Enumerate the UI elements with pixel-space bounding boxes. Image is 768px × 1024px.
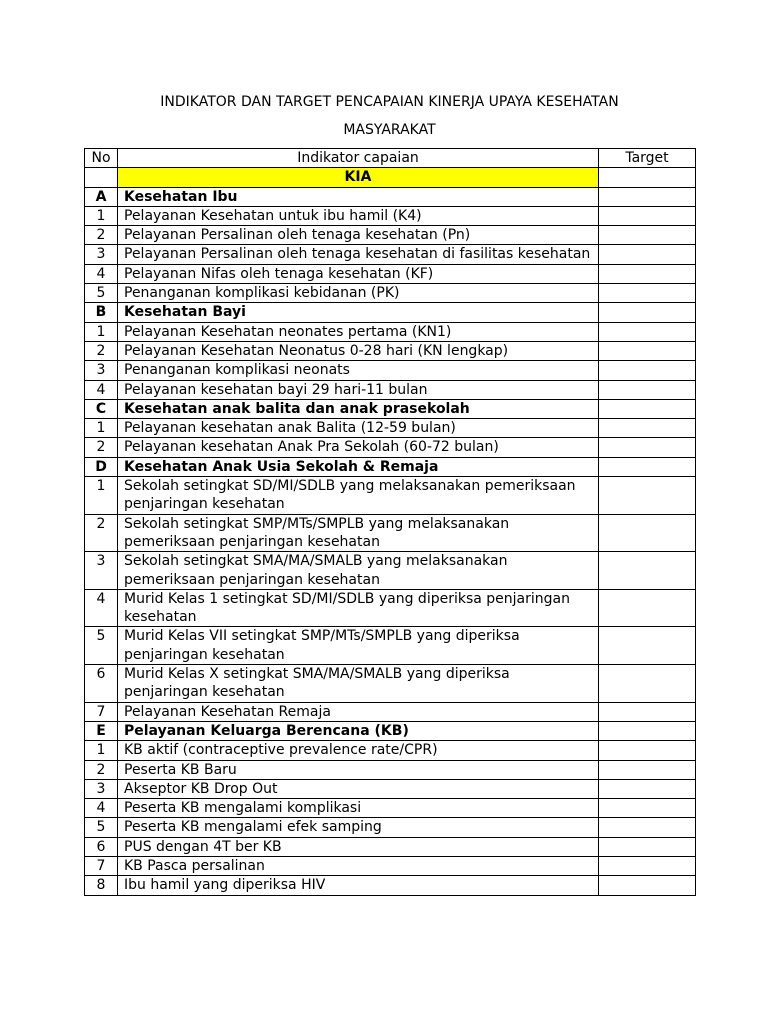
row-number: 7 bbox=[85, 856, 118, 875]
target-cell bbox=[599, 856, 696, 875]
table-row bbox=[85, 419, 696, 438]
table-header-row bbox=[85, 149, 696, 168]
row-number bbox=[85, 168, 118, 187]
indicator-cell: Pelayanan Kesehatan Remaja bbox=[118, 702, 599, 721]
row-number: A bbox=[85, 187, 118, 206]
table-row bbox=[85, 627, 696, 665]
target-cell bbox=[599, 245, 696, 264]
header-indicator: Indikator capaian bbox=[118, 149, 599, 168]
section-label: Pelayanan Keluarga Berencana (KB) bbox=[118, 721, 599, 740]
table-row bbox=[85, 361, 696, 380]
row-number: 8 bbox=[85, 876, 118, 895]
target-cell bbox=[599, 514, 696, 552]
table-row bbox=[85, 702, 696, 721]
section-label: Kesehatan Ibu bbox=[118, 187, 599, 206]
table-row bbox=[85, 245, 696, 264]
indicator-cell: PUS dengan 4T ber KB bbox=[118, 837, 599, 856]
table-row bbox=[85, 477, 696, 515]
document-title-line2: MASYARAKAT bbox=[343, 122, 436, 138]
indicator-cell: KB aktif (contraceptive prevalence rate/CPR) bbox=[118, 741, 599, 760]
table-row bbox=[85, 264, 696, 283]
table-row bbox=[85, 284, 696, 303]
table-row bbox=[85, 322, 696, 341]
indicator-cell: Pelayanan kesehatan Anak Pra Sekolah (60-72 bulan) bbox=[118, 438, 599, 457]
table-row bbox=[85, 799, 696, 818]
row-number: 7 bbox=[85, 702, 118, 721]
table-row bbox=[85, 876, 696, 895]
indicator-cell: Pelayanan Nifas oleh tenaga kesehatan (KF) bbox=[118, 264, 599, 283]
indicator-cell: Murid Kelas 1 setingkat SD/MI/SDLB yang diperiksa penjaringan kesehatan bbox=[118, 589, 599, 627]
table-row bbox=[85, 760, 696, 779]
table-row bbox=[85, 341, 696, 360]
header-no: No bbox=[85, 149, 118, 168]
table-row bbox=[85, 206, 696, 225]
row-number: 5 bbox=[85, 818, 118, 837]
target-cell bbox=[599, 552, 696, 590]
indicator-cell: Peserta KB mengalami komplikasi bbox=[118, 799, 599, 818]
target-cell bbox=[599, 341, 696, 360]
table-row bbox=[85, 552, 696, 590]
target-cell bbox=[599, 627, 696, 665]
row-number: 5 bbox=[85, 627, 118, 665]
indicator-cell: Murid Kelas X setingkat SMA/MA/SMALB yang diperiksa penjaringan kesehatan bbox=[118, 665, 599, 703]
section-row bbox=[85, 457, 696, 476]
indicator-cell: Penanganan komplikasi kebidanan (PK) bbox=[118, 284, 599, 303]
table-row bbox=[85, 856, 696, 875]
target-cell bbox=[599, 380, 696, 399]
indicator-cell: Pelayanan Persalinan oleh tenaga kesehatan (Pn) bbox=[118, 226, 599, 245]
indicator-cell: Pelayanan Kesehatan neonates pertama (KN1) bbox=[118, 322, 599, 341]
indicator-cell: Peserta KB mengalami efek samping bbox=[118, 818, 599, 837]
target-cell bbox=[599, 457, 696, 476]
target-cell bbox=[599, 477, 696, 515]
section-label: Kesehatan anak balita dan anak prasekolah bbox=[118, 399, 599, 418]
indicator-cell: Sekolah setingkat SMP/MTs/SMPLB yang melaksanakan pemeriksaan penjaringan kesehatan bbox=[118, 514, 599, 552]
row-number: 1 bbox=[85, 741, 118, 760]
row-number: 1 bbox=[85, 419, 118, 438]
document-title-line1: INDIKATOR DAN TARGET PENCAPAIAN KINERJA UPAYA KESEHATAN bbox=[160, 94, 619, 110]
row-number: 3 bbox=[85, 245, 118, 264]
target-cell bbox=[599, 264, 696, 283]
indicator-cell: KB Pasca persalinan bbox=[118, 856, 599, 875]
target-cell bbox=[599, 419, 696, 438]
row-number: D bbox=[85, 457, 118, 476]
table-row bbox=[85, 837, 696, 856]
table-body bbox=[85, 168, 696, 895]
table-row bbox=[85, 226, 696, 245]
row-number: 3 bbox=[85, 779, 118, 798]
target-cell bbox=[599, 187, 696, 206]
target-cell bbox=[599, 779, 696, 798]
indicator-cell: Pelayanan Persalinan oleh tenaga kesehatan di fasilitas kesehatan bbox=[118, 245, 599, 264]
row-number: 1 bbox=[85, 477, 118, 515]
target-cell bbox=[599, 876, 696, 895]
target-cell bbox=[599, 760, 696, 779]
indicator-cell: Murid Kelas VII setingkat SMP/MTs/SMPLB yang diperiksa penjaringan kesehatan bbox=[118, 627, 599, 665]
table-row bbox=[85, 818, 696, 837]
target-cell bbox=[599, 226, 696, 245]
target-cell bbox=[599, 837, 696, 856]
row-number: 1 bbox=[85, 322, 118, 341]
row-number: 4 bbox=[85, 380, 118, 399]
row-number: 2 bbox=[85, 226, 118, 245]
row-number: 3 bbox=[85, 361, 118, 380]
target-cell bbox=[599, 665, 696, 703]
target-cell bbox=[599, 721, 696, 740]
target-cell bbox=[599, 589, 696, 627]
row-number: E bbox=[85, 721, 118, 740]
indicator-cell: Pelayanan kesehatan anak Balita (12-59 bulan) bbox=[118, 419, 599, 438]
row-number: 6 bbox=[85, 665, 118, 703]
indicator-cell: Ibu hamil yang diperiksa HIV bbox=[118, 876, 599, 895]
indicator-cell: Sekolah setingkat SD/MI/SDLB yang melaksanakan pemeriksaan penjaringan kesehatan bbox=[118, 477, 599, 515]
row-number: 5 bbox=[85, 284, 118, 303]
target-cell bbox=[599, 799, 696, 818]
section-row bbox=[85, 399, 696, 418]
indicator-cell: Pelayanan Kesehatan Neonatus 0-28 hari (KN lengkap) bbox=[118, 341, 599, 360]
group-row bbox=[85, 168, 696, 187]
indicator-table bbox=[84, 148, 696, 896]
table-row bbox=[85, 589, 696, 627]
row-number: B bbox=[85, 303, 118, 322]
header-target: Target bbox=[599, 149, 696, 168]
row-number: 6 bbox=[85, 837, 118, 856]
group-label: KIA bbox=[118, 168, 599, 187]
row-number: 2 bbox=[85, 438, 118, 457]
table-row bbox=[85, 779, 696, 798]
table-row bbox=[85, 741, 696, 760]
target-cell bbox=[599, 741, 696, 760]
row-number: 4 bbox=[85, 799, 118, 818]
table-row bbox=[85, 380, 696, 399]
row-number: 2 bbox=[85, 760, 118, 779]
target-cell bbox=[599, 168, 696, 187]
row-number: 4 bbox=[85, 264, 118, 283]
target-cell bbox=[599, 399, 696, 418]
indicator-cell: Akseptor KB Drop Out bbox=[118, 779, 599, 798]
indicator-cell: Penanganan komplikasi neonats bbox=[118, 361, 599, 380]
section-row bbox=[85, 187, 696, 206]
target-cell bbox=[599, 322, 696, 341]
indicator-cell: Peserta KB Baru bbox=[118, 760, 599, 779]
row-number: 4 bbox=[85, 589, 118, 627]
row-number: 2 bbox=[85, 514, 118, 552]
target-cell bbox=[599, 206, 696, 225]
section-row bbox=[85, 721, 696, 740]
target-cell bbox=[599, 438, 696, 457]
indicator-cell: Sekolah setingkat SMA/MA/SMALB yang melaksanakan pemeriksaan penjaringan kesehatan bbox=[118, 552, 599, 590]
section-label: Kesehatan Bayi bbox=[118, 303, 599, 322]
target-cell bbox=[599, 361, 696, 380]
target-cell bbox=[599, 303, 696, 322]
section-row bbox=[85, 303, 696, 322]
row-number: 2 bbox=[85, 341, 118, 360]
target-cell bbox=[599, 818, 696, 837]
target-cell bbox=[599, 702, 696, 721]
indicator-cell: Pelayanan kesehatan bayi 29 hari-11 bulan bbox=[118, 380, 599, 399]
target-cell bbox=[599, 284, 696, 303]
table-row bbox=[85, 514, 696, 552]
indicator-cell: Pelayanan Kesehatan untuk ibu hamil (K4) bbox=[118, 206, 599, 225]
row-number: 3 bbox=[85, 552, 118, 590]
table-row bbox=[85, 665, 696, 703]
section-label: Kesehatan Anak Usia Sekolah & Remaja bbox=[118, 457, 599, 476]
row-number: C bbox=[85, 399, 118, 418]
table-row bbox=[85, 438, 696, 457]
row-number: 1 bbox=[85, 206, 118, 225]
